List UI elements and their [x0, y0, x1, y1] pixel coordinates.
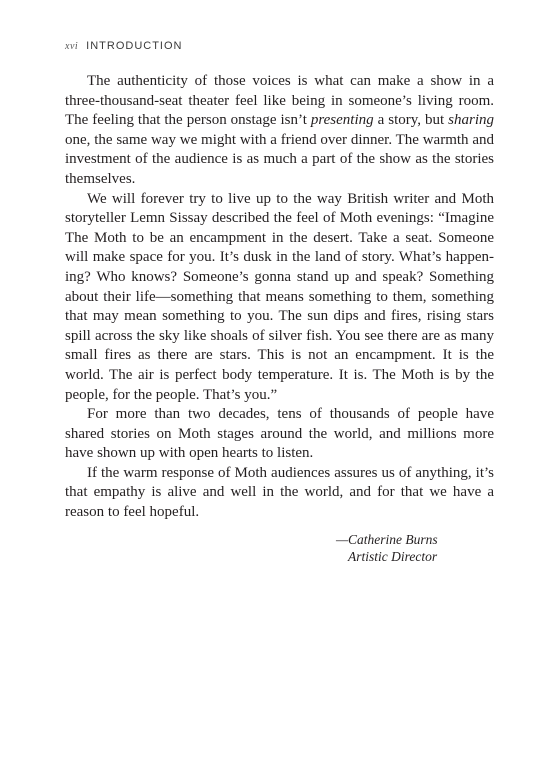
page-number: xvi — [65, 41, 79, 52]
paragraph-1-emphasis-sharing: sharing — [448, 112, 494, 129]
section-title: INTRODUCTION — [86, 40, 183, 52]
body-text — [65, 72, 494, 523]
signature-name: —Catherine Burns — [336, 532, 438, 547]
signature-title: Artistic Director — [348, 549, 438, 564]
paragraph-1-emphasis-presenting: presenting — [310, 112, 374, 129]
paragraph-3: For more than two decades, tens of thousands of people have shared stories on Moth stages around the world, and millions more have shown up with open hearts to listen. — [65, 406, 494, 462]
paragraph-1-part-c: a story, but — [373, 112, 449, 129]
paragraph-2: We will forever try to live up to the way British writer and Moth storyteller Lemn Sissay described the feel of Moth evenings: “Imagine The Moth to be an encampment in the desert. Take a seat. Someone will make space for you. It’s dusk in the land of story. What’s happening? Who knows? Someone’s gonna stand up and speak? Something about their life—something that means something to them, something that may mean something to you. The sun dips and fires, rising stars spill across the sky like shoals of silver fish. You see there are as many small fires as there are stars. This is not an encampment. It is the world. The air is perfect body temperature. It is. The Moth is by the people, for the people. That’s you.” — [65, 190, 494, 403]
paragraph-4: If the warm response of Moth audiences assures us of anything, it’s that empathy is alive and well in the world, and for that we have a reason to feel hopeful. — [65, 464, 494, 521]
paragraph-1-part-a: The authenticity of those voices is what can make a show in a three-thousand-seat theater feel like being in someone’s living room. The feeling that the person onstage isn’t — [65, 73, 494, 129]
paragraph-1-part-e: one, the same way we might with a friend over dinner. The warmth and investment of the audience is as much a part of the show as the stories themselves. — [65, 131, 494, 187]
running-head — [65, 40, 182, 52]
paragraph-1 — [65, 72, 494, 190]
signature-block — [336, 531, 438, 565]
